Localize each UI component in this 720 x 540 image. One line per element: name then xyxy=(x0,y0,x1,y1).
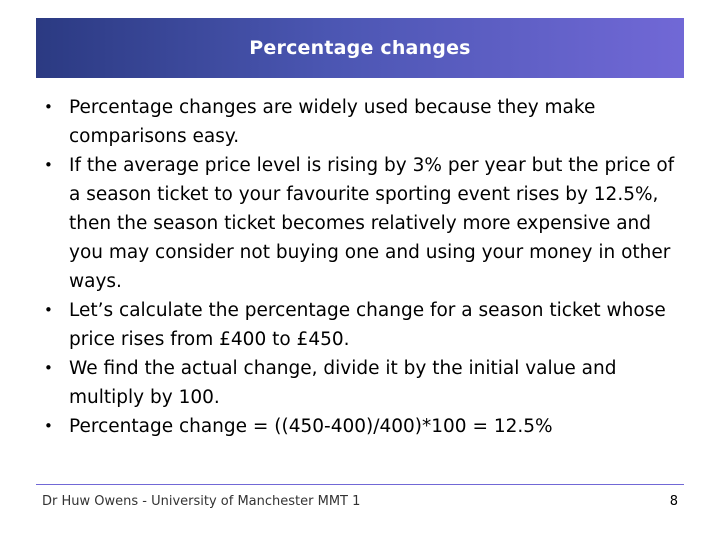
bullet-icon: • xyxy=(44,98,53,116)
bullet-text: Percentage changes are widely used because they make comparisons easy. xyxy=(69,97,596,147)
footer-divider xyxy=(36,484,684,485)
bullet-icon: • xyxy=(44,156,53,174)
bullet-icon: • xyxy=(44,417,53,435)
page-number: 8 xyxy=(669,494,678,509)
slide-title-bar xyxy=(36,18,684,78)
bullet-text: We find the actual change, divide it by the initial value and multiply by 100. xyxy=(69,358,617,408)
bullet-item xyxy=(42,354,682,412)
bullet-icon: • xyxy=(44,359,53,377)
bullet-item xyxy=(42,412,682,441)
footer-author: Dr Huw Owens - University of Manchester MMT 1 xyxy=(42,494,361,509)
bullet-icon: • xyxy=(44,301,53,319)
bullet-item xyxy=(42,93,682,151)
bullet-text: If the average price level is rising by 3% per year but the price of a season ticket to your favourite sporting event rises by 12.5%, then the season ticket becomes relatively more expensive and you may consider not buying one and using your money in other ways. xyxy=(69,155,675,292)
bullet-list xyxy=(42,93,682,441)
bullet-item xyxy=(42,296,682,354)
bullet-text: Percentage change = ((450-400)/400)*100 = 12.5% xyxy=(69,416,553,437)
bullet-item xyxy=(42,151,682,296)
bullet-text: Let’s calculate the percentage change for a season ticket whose price rises from £400 to £450. xyxy=(69,300,666,350)
slide-title: Percentage changes xyxy=(249,37,471,59)
